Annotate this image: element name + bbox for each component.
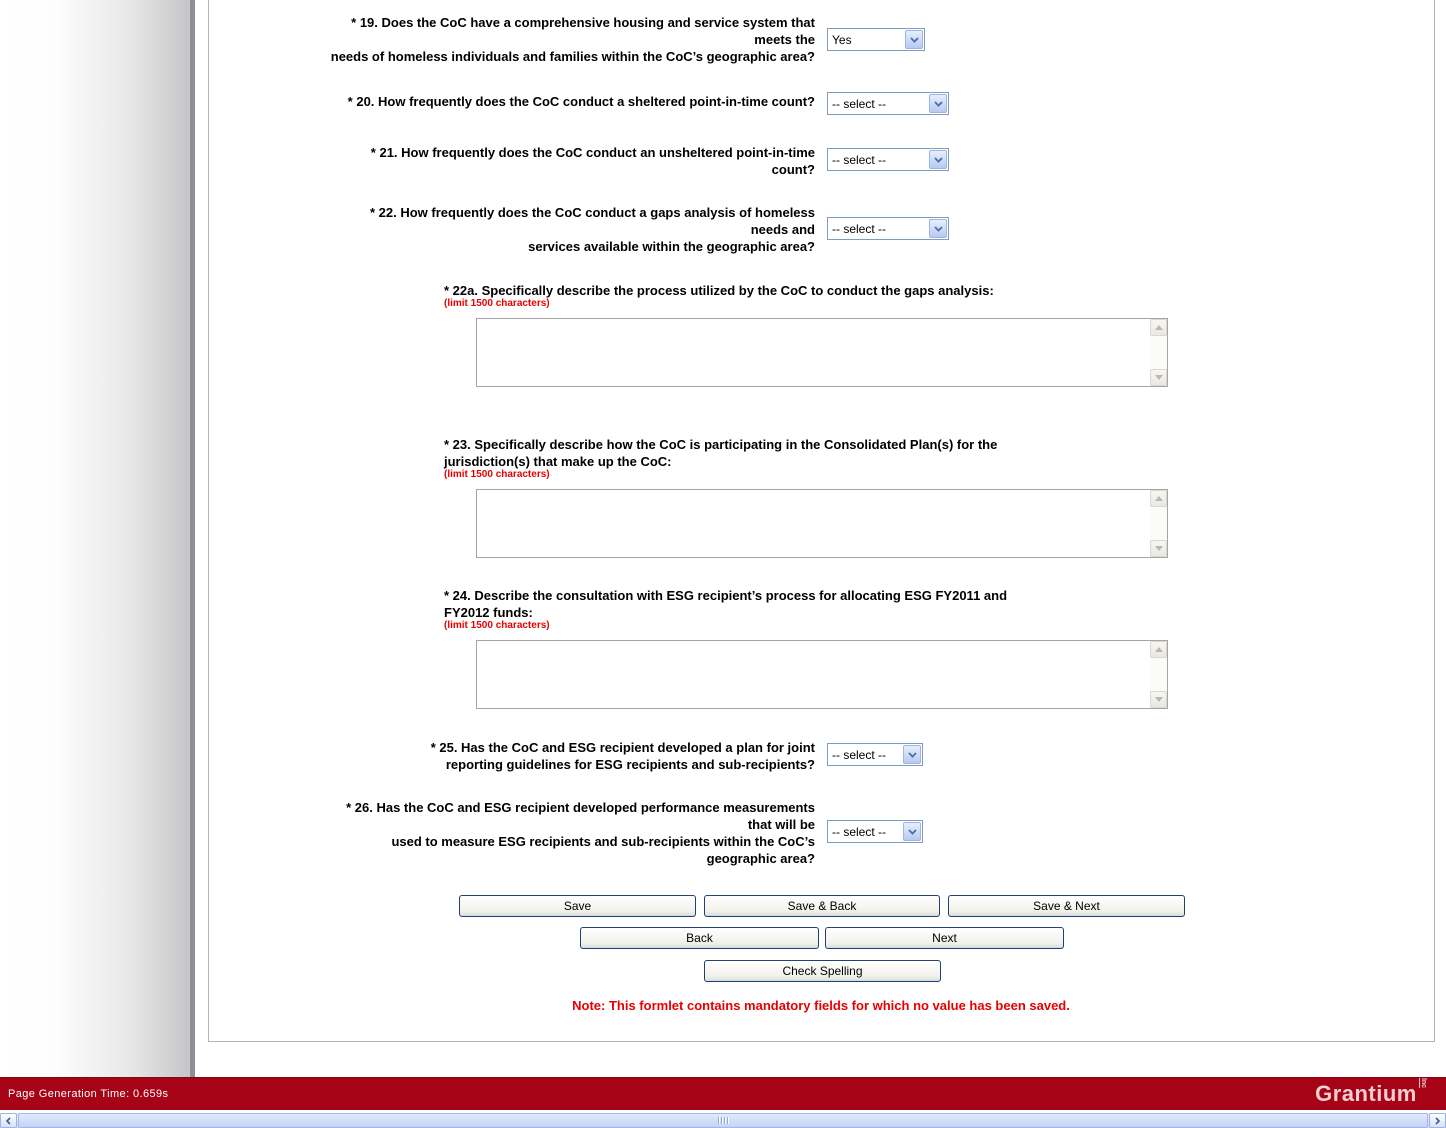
question-21-label: * 21. How frequently does the CoC conduct an unsheltered point-in-time count? [370, 145, 815, 177]
question-22a-limit-note: (limit 1500 characters) [444, 298, 550, 309]
question-26-select-value: -- select -- [832, 824, 886, 839]
scroll-up-icon[interactable] [1150, 641, 1167, 658]
sidebar-divider [188, 0, 195, 1077]
footer-bar [0, 1077, 1446, 1110]
scroll-down-icon[interactable] [1150, 691, 1167, 708]
question-20-select-value: -- select -- [832, 96, 886, 111]
dropdown-arrow-icon [905, 30, 923, 49]
thumb-grip [727, 1117, 728, 1124]
question-21-select[interactable] [827, 148, 949, 171]
question-26-select[interactable] [827, 820, 923, 843]
question-25-label: * 25. Has the CoC and ESG recipient developed a plan for joint reporting guidelines for ESG recipients and sub-recipients? [430, 740, 815, 772]
thumb-grip [718, 1117, 719, 1124]
question-19-label: * 19. Does the CoC have a comprehensive housing and service system that meets the needs of homeless individuals and families within the CoC’s geographic area? [330, 15, 815, 64]
question-19-select-value: Yes [832, 32, 852, 47]
scrollbar-thumb[interactable] [18, 1113, 1428, 1128]
question-25-select[interactable] [827, 743, 923, 766]
question-23-limit-note: (limit 1500 characters) [444, 469, 550, 480]
scroll-down-icon[interactable] [1150, 369, 1167, 386]
question-24-limit-note: (limit 1500 characters) [444, 620, 550, 631]
save-and-back-button[interactable]: Save & Back [704, 895, 940, 917]
question-22-select[interactable] [827, 217, 949, 240]
grantium-logo-inc: Inc [1419, 1077, 1427, 1089]
scroll-up-icon[interactable] [1150, 319, 1167, 336]
question-23-textarea[interactable] [476, 489, 1168, 558]
textarea-scrollbar [1150, 641, 1167, 708]
scroll-down-icon[interactable] [1150, 540, 1167, 557]
question-19-select[interactable] [827, 28, 925, 51]
question-23-label: * 23. Specifically describe how the CoC is participating in the Consolidated Plan(s) for the jurisdiction(s) that make up the CoC: [444, 437, 998, 469]
thumb-grip [724, 1117, 725, 1124]
mandatory-fields-note: Note: This formlet contains mandatory fields for which no value has been saved. [572, 998, 1070, 1013]
dropdown-arrow-icon [903, 822, 921, 841]
question-21-select-value: -- select -- [832, 152, 886, 167]
textarea-scrollbar [1150, 490, 1167, 557]
next-button[interactable]: Next [825, 927, 1064, 949]
dropdown-arrow-icon [929, 219, 947, 238]
question-22a-textarea[interactable] [476, 318, 1168, 387]
textarea-scrollbar [1150, 319, 1167, 386]
question-25-select-value: -- select -- [832, 747, 886, 762]
scroll-right-icon[interactable] [1429, 1113, 1446, 1128]
scroll-up-icon[interactable] [1150, 490, 1167, 507]
grantium-logo [1315, 1077, 1428, 1107]
dropdown-arrow-icon [929, 150, 947, 169]
save-and-next-button[interactable]: Save & Next [948, 895, 1185, 917]
dropdown-arrow-icon [929, 94, 947, 113]
question-26-label: * 26. Has the CoC and ESG recipient developed performance measurements that will be used to measure ESG recipients and sub-recipients within the CoC’s geographic area? [346, 800, 815, 866]
left-sidebar [0, 0, 188, 1077]
thumb-grip [721, 1117, 722, 1124]
question-24-textarea[interactable] [476, 640, 1168, 709]
question-24-label: * 24. Describe the consultation with ESG recipient’s process for allocating ESG FY2011 and FY2012 funds: [444, 588, 1008, 620]
horizontal-scrollbar[interactable] [0, 1113, 1446, 1128]
check-spelling-button[interactable]: Check Spelling [704, 960, 941, 982]
question-22-label: * 22. How frequently does the CoC conduct a gaps analysis of homeless needs and services available within the geographic area? [370, 205, 815, 254]
scroll-left-icon[interactable] [0, 1113, 17, 1128]
question-20-label: * 20. How frequently does the CoC conduct a sheltered point-in-time count? [347, 94, 815, 109]
question-20-select[interactable] [827, 92, 949, 115]
dropdown-arrow-icon [903, 745, 921, 764]
page-generation-time: Page Generation Time: 0.659s [8, 1088, 169, 1100]
grantium-logo-text: Grantium [1315, 1081, 1417, 1106]
question-22-select-value: -- select -- [832, 221, 886, 236]
save-button[interactable]: Save [459, 895, 696, 917]
question-22a-label: * 22a. Specifically describe the process utilized by the CoC to conduct the gaps analysis: [444, 283, 994, 298]
back-button[interactable]: Back [580, 927, 819, 949]
content-panel [208, 0, 1435, 1042]
